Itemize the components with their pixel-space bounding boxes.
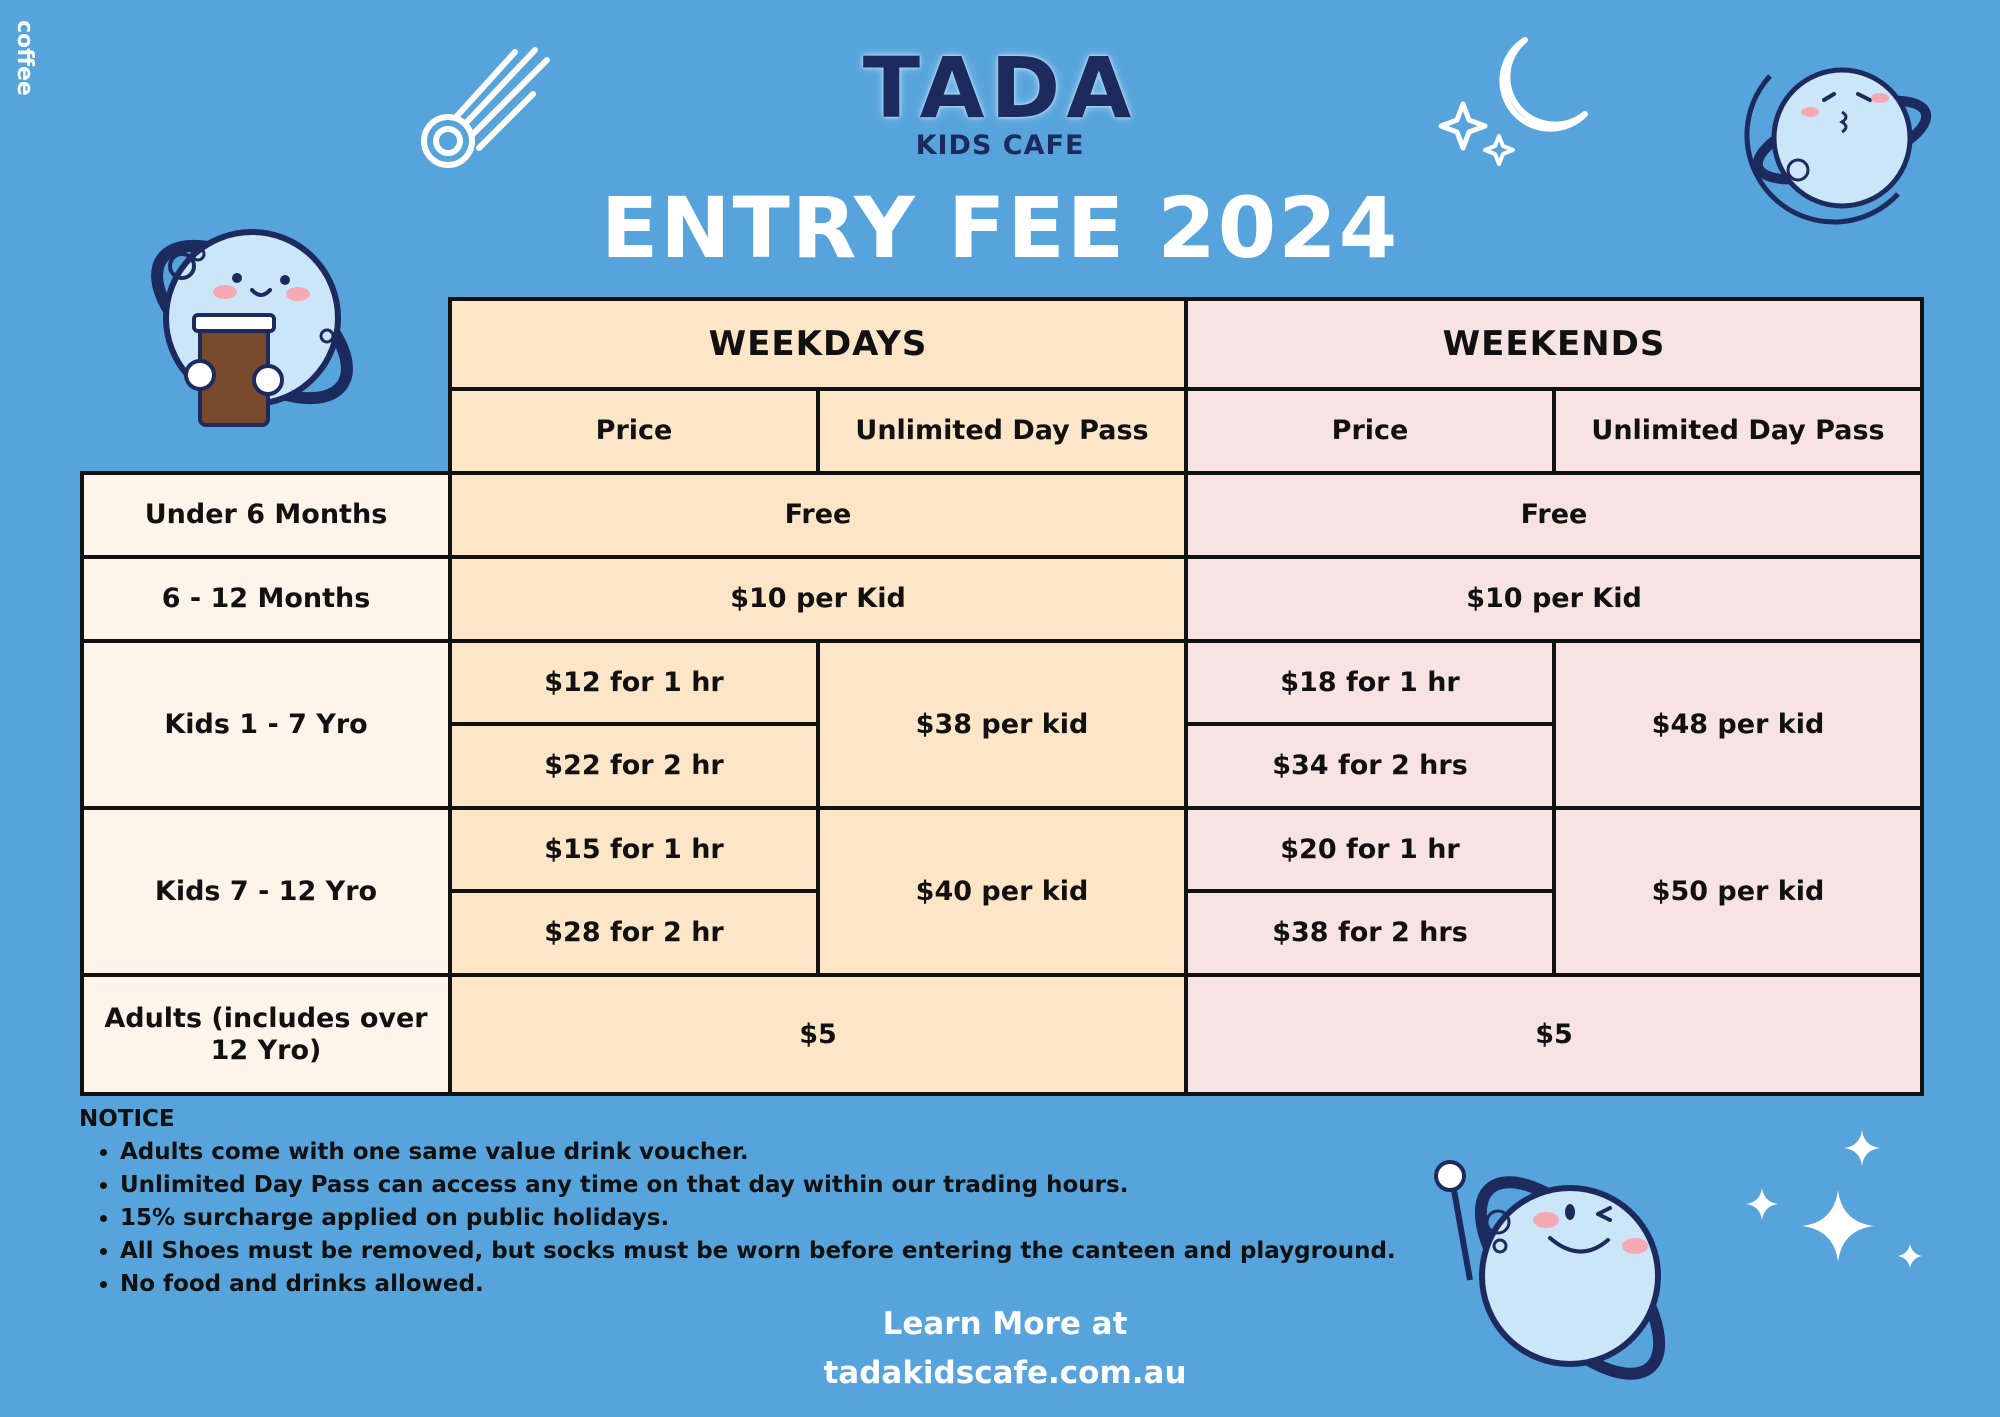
weekends-adults: $5 — [1184, 973, 1924, 1096]
moon-icon — [1435, 32, 1595, 182]
weekdays-kids-1-7-pass: $38 per kid — [816, 639, 1188, 810]
weekends-kids-7-12-one-hr: $20 for 1 hr — [1184, 806, 1556, 893]
row-label-under-6-months: Under 6 Months — [80, 471, 452, 559]
footer — [750, 1300, 1260, 1398]
weekends-pass-header: Unlimited Day Pass — [1552, 387, 1924, 475]
notice-title: NOTICE — [79, 1106, 175, 1132]
weekends-price-header: Price — [1184, 387, 1556, 475]
weekdays-6-12-months: $10 per Kid — [448, 555, 1188, 643]
notice-item: • Adults come with one same value drink voucher. — [120, 1136, 1398, 1169]
row-label-6-12-months: 6 - 12 Months — [80, 555, 452, 643]
planet-mascot-coffee-icon — [12, 20, 370, 440]
notice-list — [78, 1136, 1398, 1301]
brand-logo — [840, 39, 1160, 166]
notice-item: • All Shoes must be removed, but socks must be worn before entering the canteen and playground. — [120, 1235, 1398, 1268]
comet-icon — [415, 36, 555, 176]
notice-item: • Unlimited Day Pass can access any time on that day within our trading hours. — [120, 1169, 1398, 1202]
weekends-under-6-months: Free — [1184, 471, 1924, 559]
planet-mascot-moon-icon — [1730, 60, 1930, 250]
notice-section — [78, 1106, 1398, 1301]
weekdays-under-6-months: Free — [448, 471, 1188, 559]
weekends-6-12-months: $10 per Kid — [1184, 555, 1924, 643]
weekends-kids-1-7-one-hr: $18 for 1 hr — [1184, 639, 1556, 726]
notice-item: • 15% surcharge applied on public holidays. — [120, 1202, 1398, 1235]
brand-name: TADA — [862, 39, 1138, 137]
weekends-kids-1-7-two-hr: $34 for 2 hrs — [1184, 722, 1556, 810]
weekdays-kids-7-12-one-hr: $15 for 1 hr — [448, 806, 820, 893]
coffee-cup-text: coffee — [12, 20, 37, 96]
weekdays-kids-1-7-one-hr: $12 for 1 hr — [448, 639, 820, 726]
row-label-kids-1-7: Kids 1 - 7 Yro — [80, 639, 452, 810]
weekdays-adults: $5 — [448, 973, 1188, 1096]
page-title: ENTRY FEE 2024 — [600, 179, 1400, 277]
brand-subtitle: KIDS CAFE — [915, 130, 1085, 161]
weekends-header: WEEKENDS — [1184, 297, 1924, 391]
weekdays-pass-header: Unlimited Day Pass — [816, 387, 1188, 475]
planet-mascot-waving-icon — [1430, 1160, 1690, 1400]
weekdays-header: WEEKDAYS — [448, 297, 1188, 391]
website-link[interactable]: tadakidscafe.com.au — [823, 1355, 1187, 1391]
weekdays-kids-7-12-pass: $40 per kid — [816, 806, 1188, 977]
learn-more-text: Learn More at — [882, 1306, 1128, 1342]
weekends-kids-1-7-pass: $48 per kid — [1552, 639, 1924, 810]
row-label-kids-7-12: Kids 7 - 12 Yro — [80, 806, 452, 977]
weekdays-kids-1-7-two-hr: $22 for 2 hr — [448, 722, 820, 810]
notice-item: • No food and drinks allowed. — [120, 1268, 1398, 1301]
weekdays-kids-7-12-two-hr: $28 for 2 hr — [448, 889, 820, 977]
weekends-kids-7-12-two-hr: $38 for 2 hrs — [1184, 889, 1556, 977]
row-label-adults: Adults (includes over 12 Yro) — [80, 973, 452, 1096]
sparkle-icon — [1740, 1130, 1930, 1280]
weekends-kids-7-12-pass: $50 per kid — [1552, 806, 1924, 977]
weekdays-price-header: Price — [448, 387, 820, 475]
